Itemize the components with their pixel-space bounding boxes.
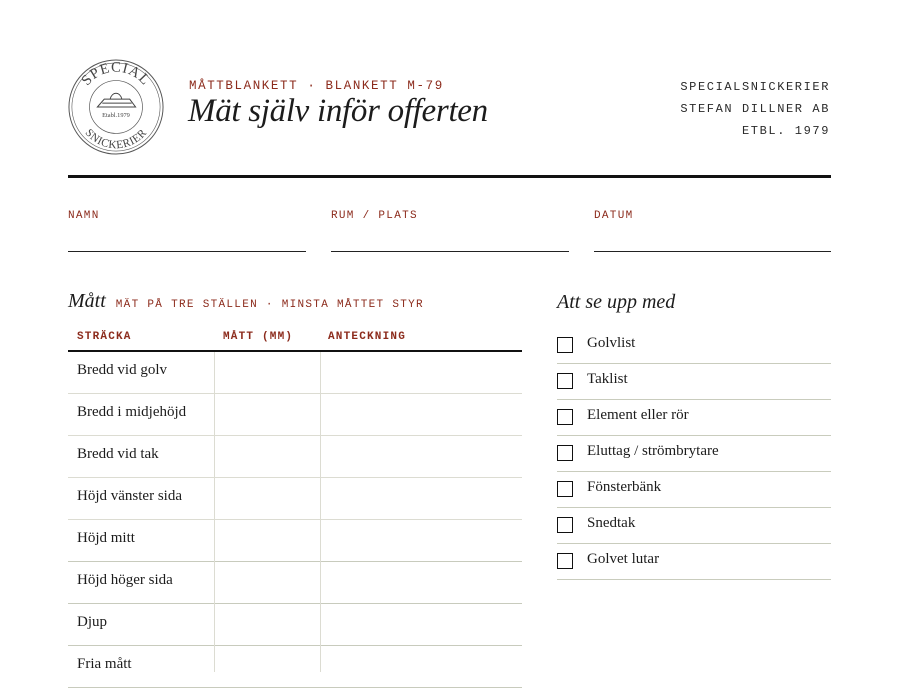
column-header-anteckning: ANTECKNING	[328, 331, 407, 343]
measurements-title: Mått	[68, 290, 106, 312]
header-divider	[68, 175, 831, 178]
company-seal	[67, 58, 165, 156]
checkbox[interactable]	[557, 409, 573, 425]
company-block	[680, 76, 830, 142]
seal-arc-top: SPECIAL	[78, 59, 154, 89]
date-field-label: DATUM	[594, 210, 634, 222]
company-line-1: SPECIALSNICKERIER	[680, 80, 830, 94]
column-divider-anteckning	[320, 352, 321, 672]
room-field-line[interactable]	[331, 251, 569, 252]
checklist	[557, 328, 831, 580]
room-field[interactable]	[331, 210, 569, 222]
checklist-item-label: Taklist	[587, 371, 628, 387]
table-row	[68, 520, 522, 562]
table-row	[68, 646, 522, 688]
checkbox[interactable]	[557, 517, 573, 533]
row-label: Bredd vid tak	[77, 446, 159, 462]
svg-text:SPECIAL	[78, 60, 153, 89]
row-label: Bredd i midjehöjd	[77, 404, 187, 420]
checklist-item-label: Golvet lutar	[587, 551, 660, 567]
row-label: Höjd mitt	[77, 530, 135, 546]
checkbox[interactable]	[557, 373, 573, 389]
name-field-label: NAMN	[68, 210, 100, 222]
column-header-matt: MÅTT (MM)	[223, 331, 294, 343]
row-label: Höjd vänster sida	[77, 488, 182, 504]
checklist-item	[557, 328, 831, 364]
company-line-3: ETBL. 1979	[741, 124, 830, 138]
form-kicker: MÅTTBLANKETT · BLANKETT M-79	[189, 79, 444, 93]
checklist-item-label: Snedtak	[587, 515, 636, 531]
checklist-item	[557, 544, 831, 580]
table-row	[68, 562, 522, 604]
name-field[interactable]	[68, 210, 306, 222]
room-field-label: RUM / PLATS	[331, 210, 418, 222]
company-line-2: STEFAN DILLNER AB	[680, 102, 830, 116]
table-header	[68, 329, 522, 352]
checkbox[interactable]	[557, 553, 573, 569]
checklist-item	[557, 508, 831, 544]
table-body	[68, 352, 522, 688]
checklist-item	[557, 472, 831, 508]
column-header-stracka: STRÄCKA	[77, 331, 132, 343]
checklist-item	[557, 436, 831, 472]
measurements-table	[68, 329, 522, 688]
plane-icon	[97, 93, 135, 107]
checklist-item-label: Element eller rör	[587, 407, 689, 423]
checklist-item	[557, 364, 831, 400]
checklist-item-label: Fönsterbänk	[587, 479, 662, 495]
table-row	[68, 436, 522, 478]
row-label: Höjd höger sida	[77, 572, 173, 588]
checkbox[interactable]	[557, 445, 573, 461]
name-field-line[interactable]	[68, 251, 306, 252]
table-row	[68, 352, 522, 394]
page-title: Mät själv inför offerten	[188, 93, 488, 129]
checklist-item	[557, 400, 831, 436]
table-row	[68, 604, 522, 646]
table-row	[68, 478, 522, 520]
measurements-heading	[68, 290, 424, 313]
measurements-note: MÄT PÅ TRE STÄLLEN · MINSTA MÅTTET STYR	[115, 299, 424, 311]
column-divider-matt	[214, 352, 215, 672]
checkbox[interactable]	[557, 337, 573, 353]
date-field[interactable]	[594, 210, 831, 222]
date-field-line[interactable]	[594, 251, 831, 252]
row-label: Djup	[77, 614, 107, 630]
row-label: Fria mått	[77, 656, 132, 672]
checkbox[interactable]	[557, 481, 573, 497]
checklist-title: Att se upp med	[557, 291, 676, 313]
checklist-item-label: Eluttag / strömbrytare	[587, 443, 719, 459]
checklist-item-label: Golvlist	[587, 335, 636, 351]
seal-arc-bottom: SNICKERIER	[82, 126, 150, 152]
table-row	[68, 394, 522, 436]
seal-center-text: Etabl.1979	[102, 111, 130, 119]
row-label: Bredd vid golv	[77, 362, 167, 378]
